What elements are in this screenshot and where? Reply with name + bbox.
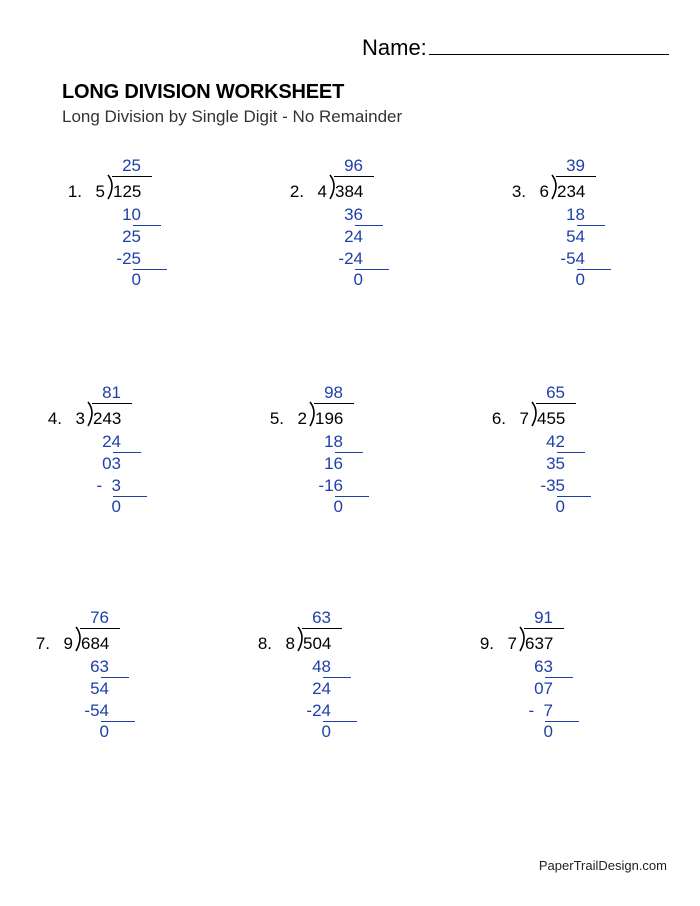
work-step-1: 18: [566, 205, 585, 224]
work-underline-1: [133, 225, 161, 226]
work-step-1: 36: [344, 205, 363, 224]
dividend: 234: [557, 182, 586, 201]
work-step-3: -24: [306, 701, 331, 720]
work-step-2: 16: [324, 454, 343, 473]
work-step-3: -25: [116, 249, 141, 268]
dividend: 637: [525, 634, 554, 653]
work-step-4: 0: [111, 497, 121, 516]
dividend: 243: [93, 409, 122, 428]
divisor: 5: [95, 182, 105, 201]
division-overline: [302, 628, 342, 629]
problem-8: [244, 608, 414, 758]
work-underline-1: [577, 225, 605, 226]
work-step-3: -35: [540, 476, 565, 495]
problem-2: [276, 156, 446, 306]
work-step-4: 0: [333, 497, 343, 516]
work-step-3: -54: [560, 249, 585, 268]
problem-4: [34, 383, 204, 533]
work-step-3: -16: [318, 476, 343, 495]
work-step-4: 0: [131, 270, 141, 289]
problem-6: [478, 383, 648, 533]
work-step-2: 24: [312, 679, 331, 698]
work-step-1: 48: [312, 657, 331, 676]
division-overline: [556, 176, 596, 177]
work-step-3: -54: [84, 701, 109, 720]
work-step-1: 42: [546, 432, 565, 451]
work-step-4: 0: [555, 497, 565, 516]
work-step-3: -24: [338, 249, 363, 268]
quotient: 91: [534, 608, 553, 627]
work-step-1: 24: [102, 432, 121, 451]
problem-number: 7.: [35, 634, 50, 653]
divisor: 9: [63, 634, 73, 653]
quotient: 81: [102, 383, 121, 402]
work-step-2: 54: [566, 227, 585, 246]
problem-3: [498, 156, 668, 306]
problem-number: 5.: [269, 409, 284, 428]
work-underline-1: [335, 452, 363, 453]
division-overline: [80, 628, 120, 629]
problem-number: 9.: [479, 634, 494, 653]
work-step-2: 54: [90, 679, 109, 698]
work-step-1: 63: [90, 657, 109, 676]
problem-number: 3.: [511, 182, 526, 201]
name-label: Name:: [362, 35, 427, 60]
work-underline-1: [113, 452, 141, 453]
work-step-4: 0: [99, 722, 109, 741]
page-subtitle: Long Division by Single Digit - No Remainder: [62, 107, 403, 126]
work-underline-1: [355, 225, 383, 226]
divisor: 3: [75, 409, 85, 428]
problem-number: 8.: [257, 634, 272, 653]
work-step-2: 24: [344, 227, 363, 246]
quotient: 76: [90, 608, 109, 627]
division-overline: [536, 403, 576, 404]
work-step-4: 0: [543, 722, 553, 741]
divisor: 7: [519, 409, 529, 428]
quotient: 98: [324, 383, 343, 402]
work-step-4: 0: [353, 270, 363, 289]
division-overline: [524, 628, 564, 629]
work-underline-1: [323, 677, 351, 678]
division-overline: [314, 403, 354, 404]
quotient: 65: [546, 383, 565, 402]
work-step-1: 18: [324, 432, 343, 451]
work-underline-1: [557, 452, 585, 453]
dividend: 125: [113, 182, 142, 201]
name-blank-line[interactable]: [429, 34, 669, 55]
dividend: 504: [303, 634, 332, 653]
quotient: 63: [312, 608, 331, 627]
work-step-1: 63: [534, 657, 553, 676]
problem-number: 4.: [47, 409, 62, 428]
dividend: 384: [335, 182, 364, 201]
divisor: 2: [297, 409, 307, 428]
work-step-1: 10: [122, 205, 141, 224]
work-step-3: - 7: [528, 701, 553, 720]
problem-1: [54, 156, 224, 306]
problem-number: 2.: [289, 182, 304, 201]
division-overline: [334, 176, 374, 177]
page-title: LONG DIVISION WORKSHEET: [62, 81, 345, 103]
work-step-2: 25: [122, 227, 141, 246]
work-underline-1: [101, 677, 129, 678]
divisor: 8: [285, 634, 295, 653]
dividend: 196: [315, 409, 344, 428]
dividend: 455: [537, 409, 566, 428]
work-step-3: - 3: [96, 476, 121, 495]
problem-5: [256, 383, 426, 533]
problem-number: 6.: [491, 409, 506, 428]
name-field: [362, 34, 669, 62]
division-overline: [92, 403, 132, 404]
dividend: 684: [81, 634, 110, 653]
problem-number: 1.: [67, 182, 82, 201]
quotient: 39: [566, 156, 585, 175]
quotient: 25: [122, 156, 141, 175]
work-step-4: 0: [575, 270, 585, 289]
division-overline: [112, 176, 152, 177]
divisor: 6: [539, 182, 549, 201]
divisor: 7: [507, 634, 517, 653]
work-step-4: 0: [321, 722, 331, 741]
problem-9: [466, 608, 636, 758]
work-step-2: 03: [102, 454, 121, 473]
problem-7: [22, 608, 192, 758]
divisor: 4: [317, 182, 327, 201]
work-step-2: 07: [534, 679, 553, 698]
work-step-2: 35: [546, 454, 565, 473]
quotient: 96: [344, 156, 363, 175]
footer-credit: PaperTrailDesign.com: [538, 858, 667, 873]
work-underline-1: [545, 677, 573, 678]
